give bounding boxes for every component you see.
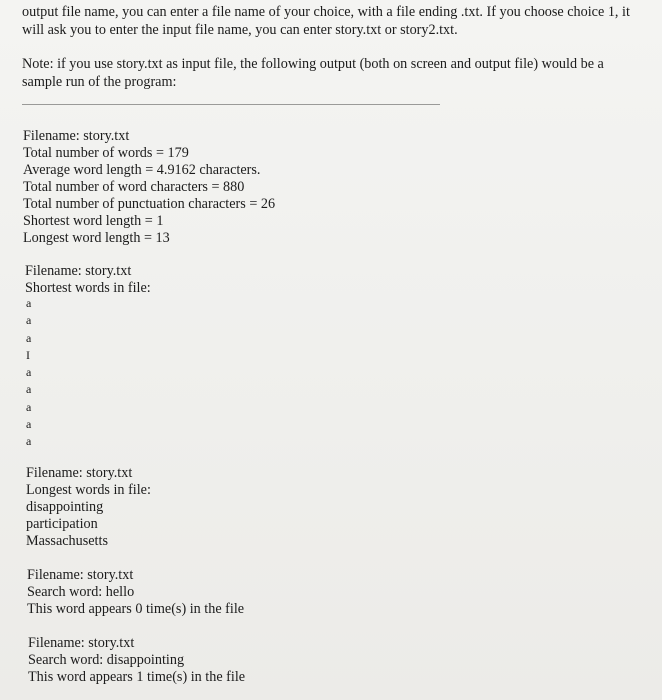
intro-paragraph: output file name, you can enter a file name of your choice, with a file ending .txt. If you choose choice 1, it will ask you to enter the input file name, you can enter story.txt or story2.txt. [22, 4, 630, 38]
shortest-word: a [26, 434, 32, 449]
stats-line: Average word length = 4.9162 characters. [23, 162, 261, 178]
longest-line: Massachusetts [26, 533, 108, 549]
shortest-header [25, 263, 151, 297]
shortest-word: a [26, 382, 32, 397]
search-line: Search word: disappointing [28, 652, 185, 668]
longest-line: disappointing [26, 499, 104, 515]
stats-line: Total number of word characters = 880 [23, 179, 245, 195]
search-line: Search word: hello [27, 584, 135, 600]
search-hello-output [27, 567, 244, 618]
shortest-header-line: Filename: story.txt [25, 263, 132, 279]
shortest-word: a [26, 365, 32, 380]
stats-line: Shortest word length = 1 [23, 213, 164, 229]
shortest-word: a [26, 399, 32, 414]
search-line: Filename: story.txt [28, 635, 135, 651]
search-line: This word appears 0 time(s) in the file [27, 601, 245, 617]
stats-line: Filename: story.txt [23, 128, 130, 144]
shortest-word: a [26, 313, 32, 328]
search-disappointing-output [28, 635, 245, 686]
shortest-word: a [26, 330, 32, 345]
search-line: This word appears 1 time(s) in the file [28, 669, 246, 685]
stats-line: Longest word length = 13 [23, 230, 170, 246]
longest-line: Longest words in file: [26, 482, 151, 498]
search-line: Filename: story.txt [27, 567, 134, 583]
note-paragraph: Note: if you use story.txt as input file, the following output (both on screen and output file) would be a sample run of the program: [22, 56, 604, 90]
shortest-word: I [26, 347, 30, 362]
longest-output [26, 465, 151, 550]
shortest-word: a [26, 296, 32, 310]
stats-line: Total number of punctuation characters = 26 [23, 196, 276, 212]
shortest-word: a [26, 417, 32, 432]
longest-line: Filename: story.txt [26, 465, 133, 481]
longest-line: participation [26, 516, 98, 532]
shortest-header-line: Shortest words in file: [25, 280, 151, 296]
stats-line: Total number of words = 179 [23, 145, 189, 161]
stats-output [23, 128, 275, 247]
divider [22, 104, 440, 105]
shortest-words-list [26, 295, 31, 451]
